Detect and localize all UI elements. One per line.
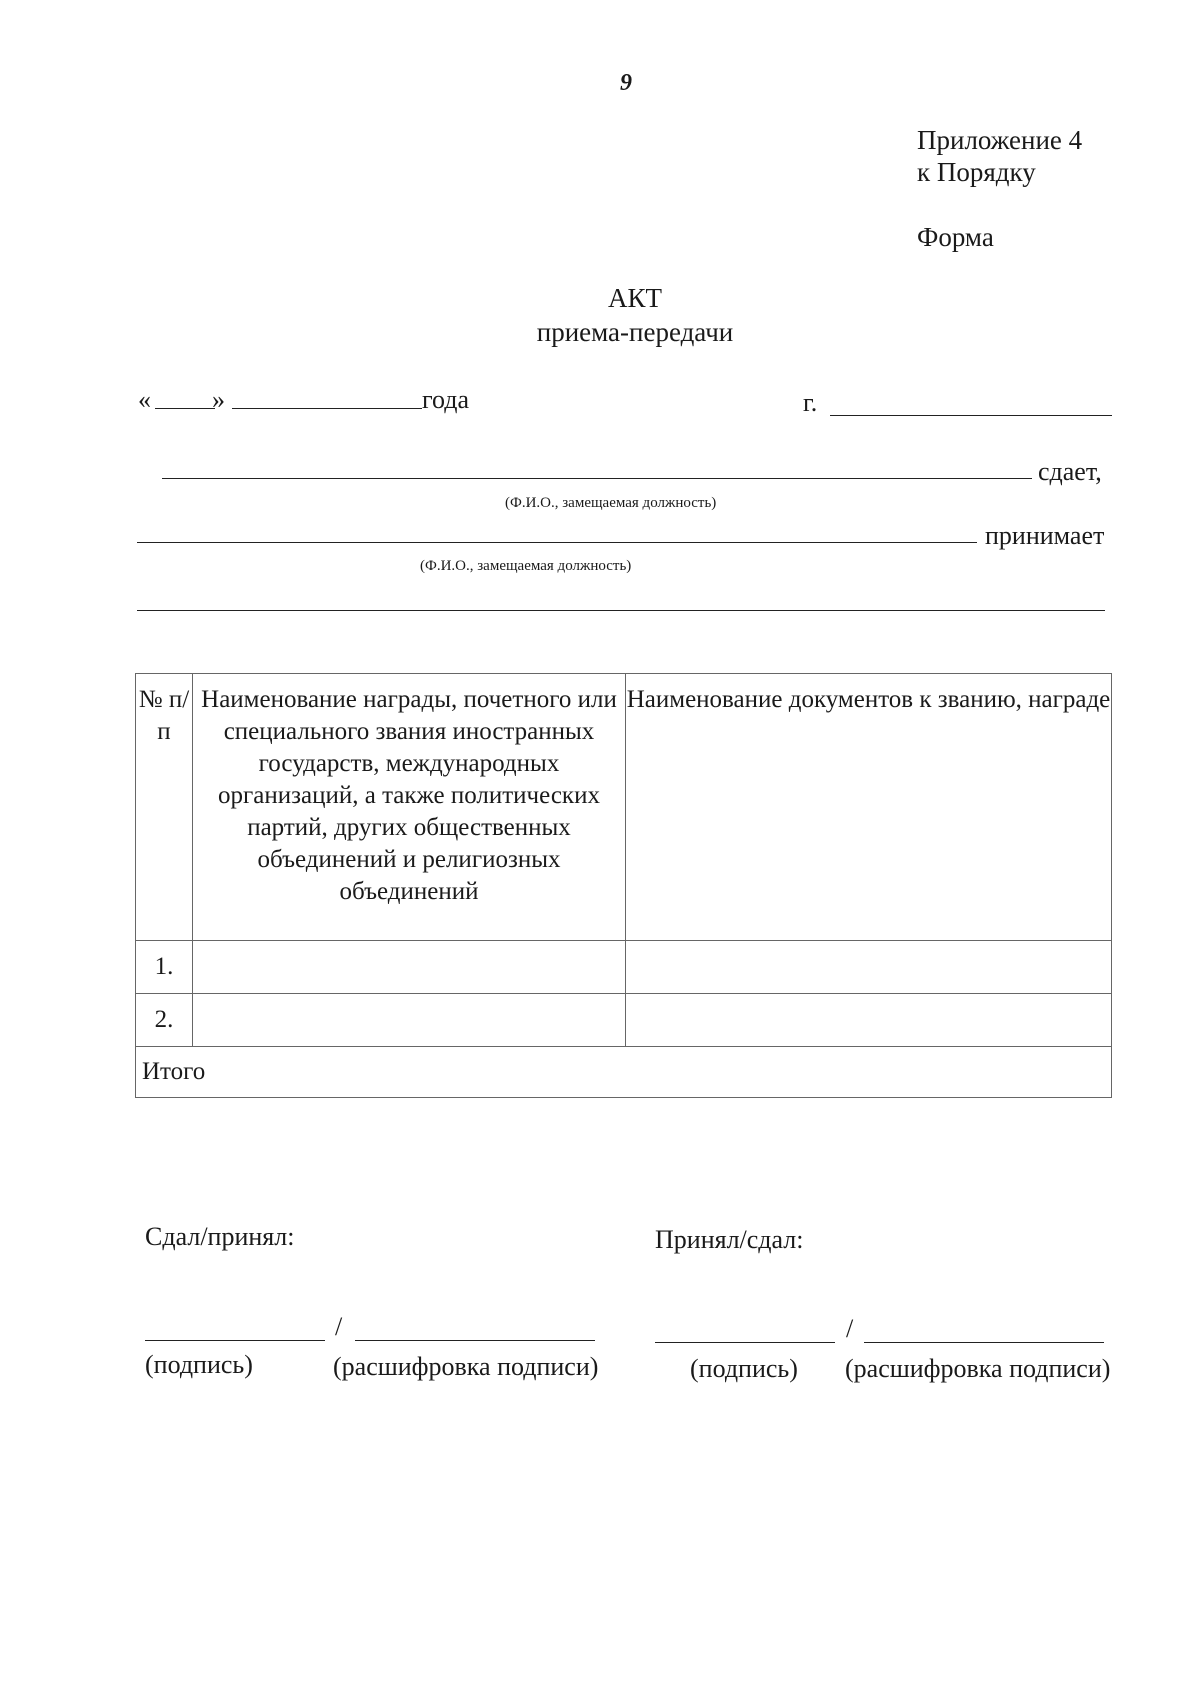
date-day-field[interactable] xyxy=(155,408,215,409)
documents-cell[interactable] xyxy=(626,941,1112,994)
left-decode-hint: (расшифровка подписи) xyxy=(333,1352,599,1381)
col-number-header: № п/п xyxy=(136,674,193,941)
awards-table xyxy=(135,673,1112,1098)
left-signature-hint: (подпись) xyxy=(145,1350,253,1379)
annex-line1: Приложение 4 xyxy=(917,125,1083,155)
annex-block xyxy=(917,124,1082,188)
award-name-cell[interactable] xyxy=(193,941,626,994)
receives-hint: (Ф.И.О., замещаемая должность) xyxy=(420,558,632,574)
city-prefix: г. xyxy=(803,388,818,417)
left-separator: / xyxy=(335,1312,343,1341)
documents-cell[interactable] xyxy=(626,994,1112,1047)
document-title: АКТ xyxy=(608,283,662,313)
left-signature-label: Сдал/принял: xyxy=(145,1222,295,1251)
right-signature-label: Принял/сдал: xyxy=(655,1225,804,1254)
total-label: Итого xyxy=(136,1047,1112,1098)
col-documents-header: Наименование документов к званию, награде xyxy=(626,674,1112,941)
right-decode-hint: (расшифровка подписи) xyxy=(845,1354,1111,1383)
page-number: 9 xyxy=(620,70,632,96)
right-separator: / xyxy=(846,1314,854,1343)
receives-label: принимает xyxy=(985,521,1105,550)
form-label: Форма xyxy=(917,222,994,252)
row-number: 2. xyxy=(136,994,193,1047)
table-header-row xyxy=(136,674,1112,941)
date-month-field[interactable] xyxy=(232,408,422,409)
date-close-quote: » xyxy=(212,385,225,414)
row-number: 1. xyxy=(136,941,193,994)
document-subtitle: приема-передачи xyxy=(536,317,734,347)
hands-over-hint: (Ф.И.О., замещаемая должность) xyxy=(505,495,717,511)
right-signature-field[interactable] xyxy=(655,1342,835,1343)
left-signature-field[interactable] xyxy=(145,1340,325,1341)
city-field[interactable] xyxy=(830,415,1112,416)
table-row xyxy=(136,994,1112,1047)
date-open-quote: « xyxy=(138,385,151,414)
right-decode-field[interactable] xyxy=(864,1342,1104,1343)
left-decode-field[interactable] xyxy=(355,1340,595,1341)
right-signature-hint: (подпись) xyxy=(690,1354,798,1383)
col-award-name-header: Наименование награды, почетного или специального звания иностранных государств, международных организаций, а также политических партий, других общественных объединений и религиозных объединений xyxy=(193,674,626,941)
date-year-word: года xyxy=(422,385,470,414)
table-row xyxy=(136,941,1112,994)
table-total-row xyxy=(136,1047,1112,1098)
annex-line2: к Порядку xyxy=(917,157,1036,187)
hands-over-field[interactable] xyxy=(162,478,1032,479)
receives-field[interactable] xyxy=(137,542,977,543)
extra-line-field[interactable] xyxy=(137,610,1105,611)
award-name-cell[interactable] xyxy=(193,994,626,1047)
hands-over-label: сдает, xyxy=(1038,457,1102,486)
